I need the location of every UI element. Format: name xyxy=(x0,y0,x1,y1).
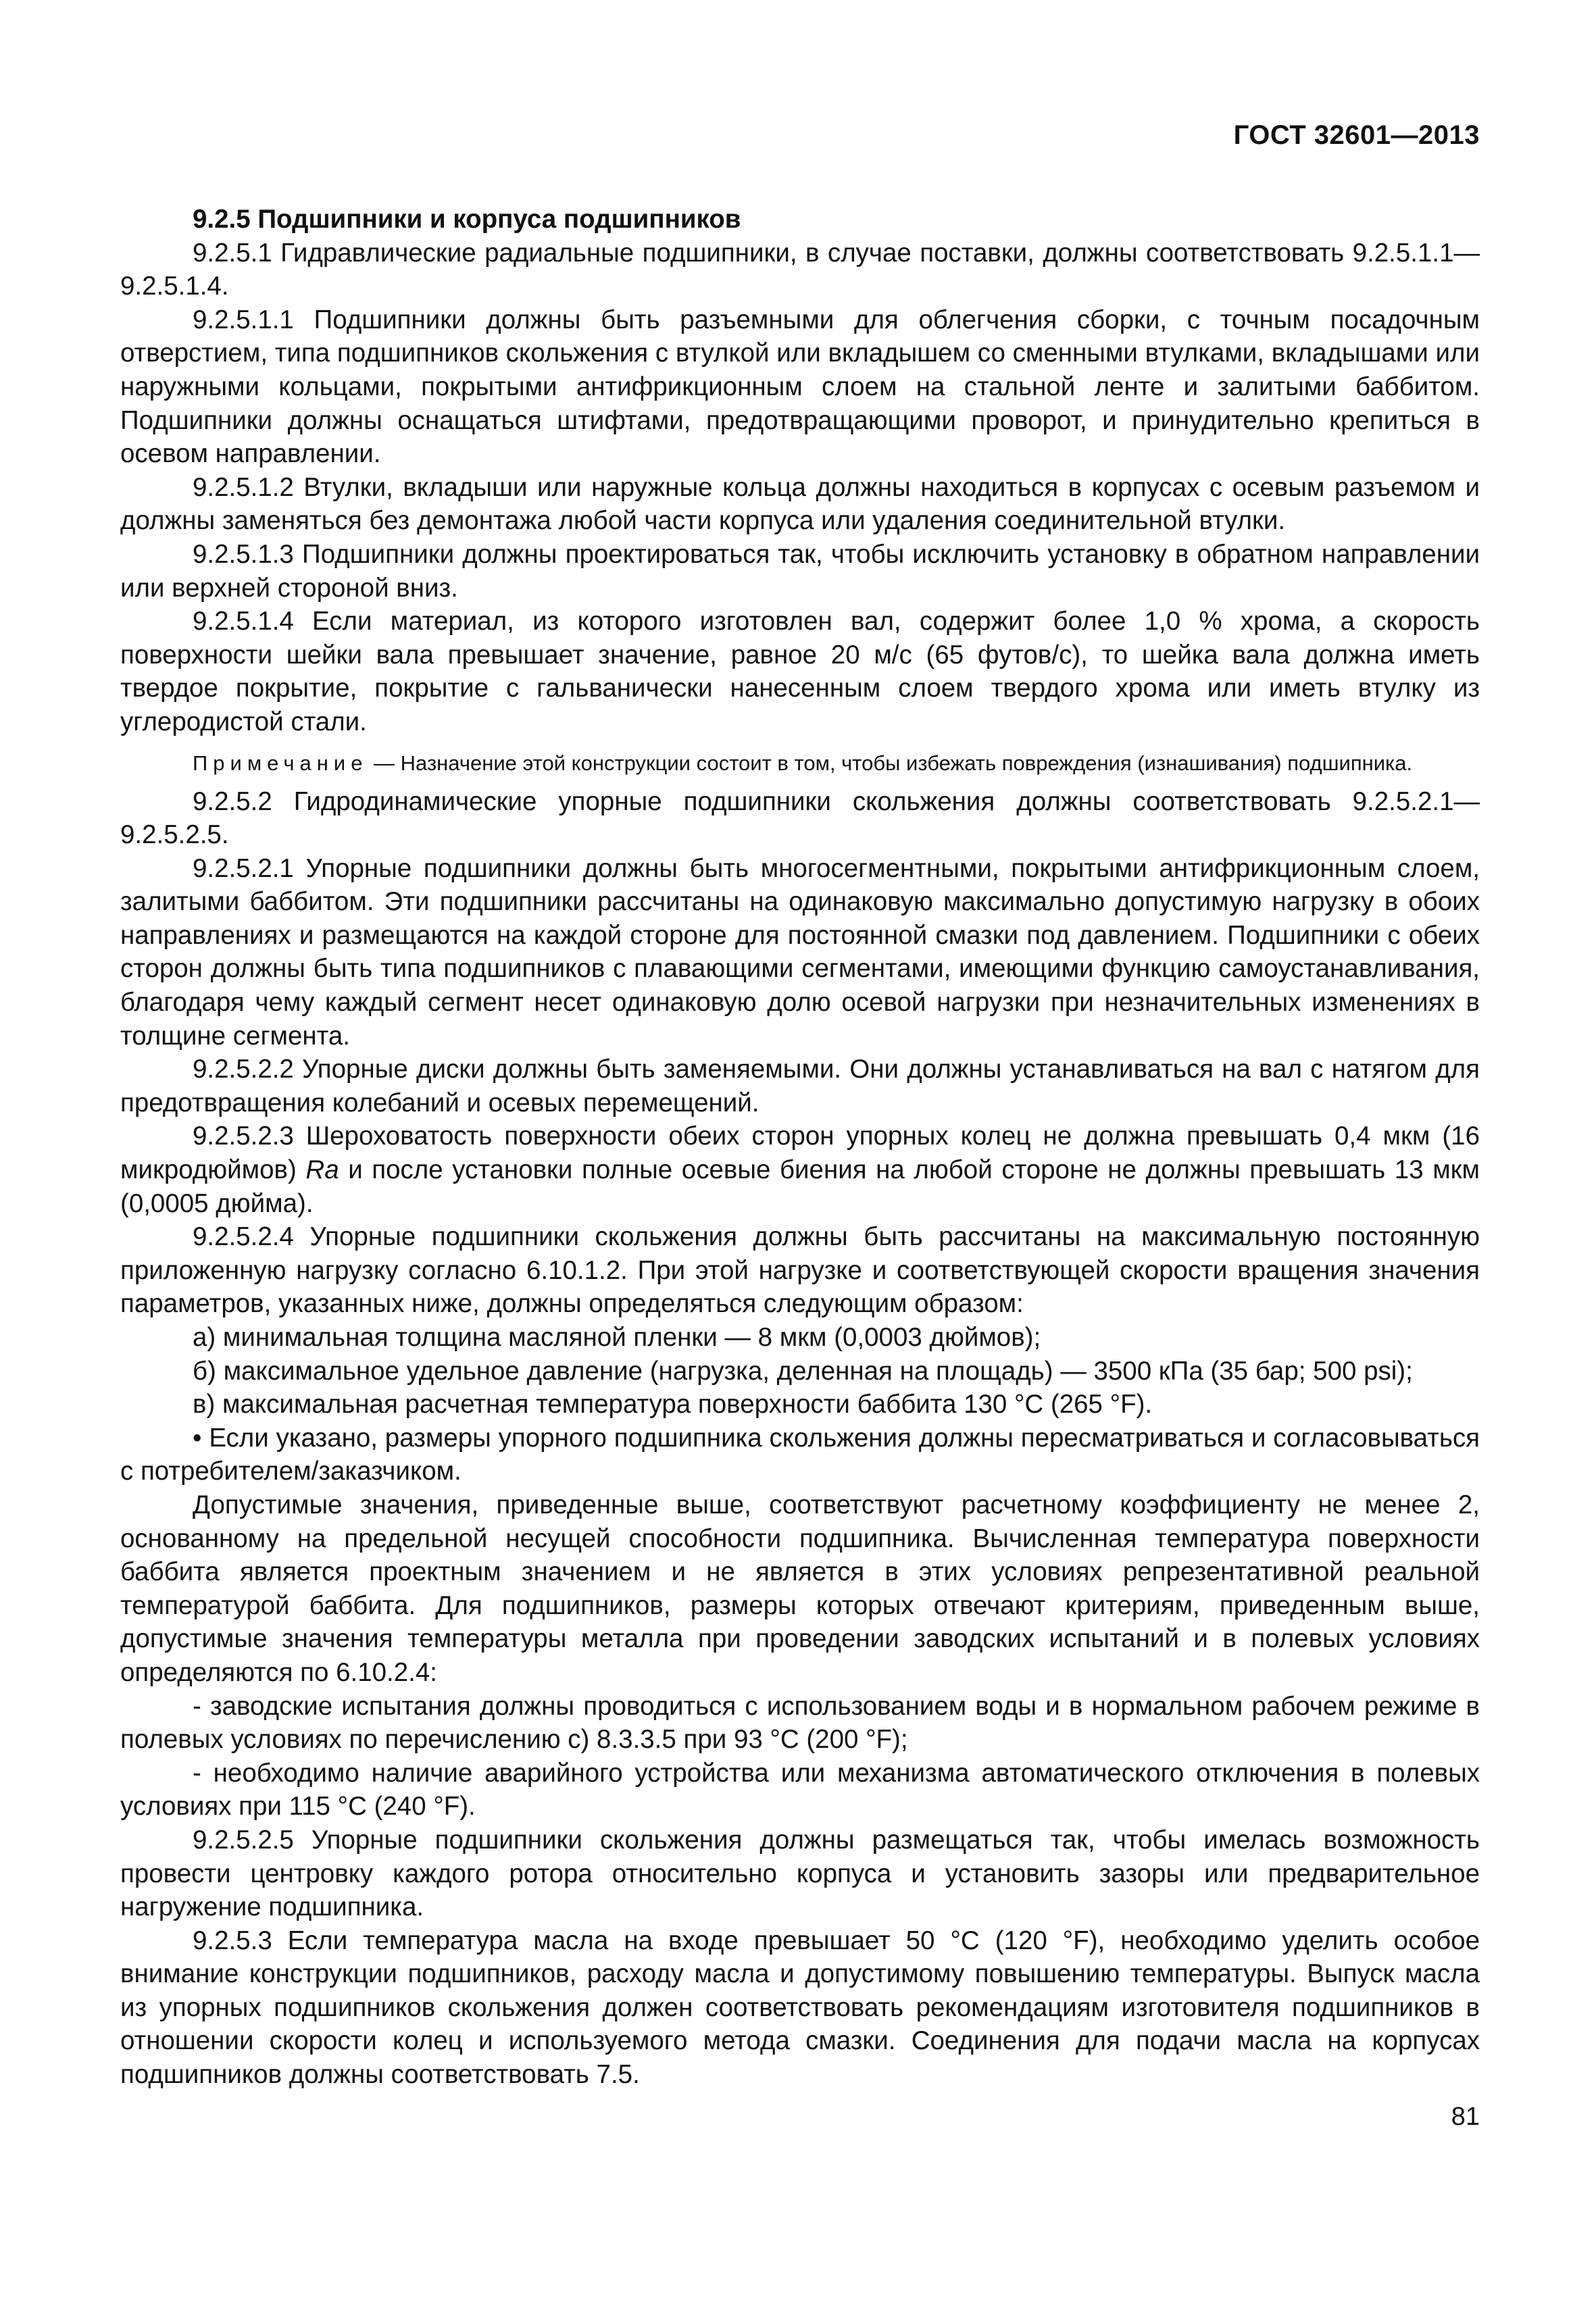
paragraph: 9.2.5.1.2 Втулки, вкладыши или наружные кольца должны находиться в корпусах с осевым разъемом и должны заменяться без демонтажа любой части корпуса или удаления соединительной втулки. xyxy=(120,472,1480,536)
paragraph: 9.2.5.1 Гидравлические радиальные подшипники, в случае поставки, должны соответствовать 9.2.5.1.1—9.2.5.1.4. xyxy=(120,238,1480,301)
bullet-paragraph: • Если указано, размеры упорного подшипника скольжения должны пересматриваться и согласовываться с потребителем/заказчиком. xyxy=(120,1423,1480,1486)
section-title: 9.2.5 Подшипники и корпуса подшипников xyxy=(193,205,741,234)
paragraph: 9.2.5.1.4 Если материал, из которого изготовлен вал, содержит более 1,0 % хрома, а скорость поверхности шейки вала превышает значение, равное 20 м/с (65 футов/с), то шейка вала должна иметь твердое покрытие, покрытие с гальванически нанесенным слоем твердого хрома или иметь втулку из углеродистой стали. xyxy=(120,607,1480,736)
list-item: а) минимальная толщина масляной пленки — 8 мкм (0,0003 дюймов); xyxy=(193,1323,1041,1352)
dash-item: - необходимо наличие аварийного устройства или механизма автоматического отключения в полевых условиях при 115 °С (240 °F). xyxy=(120,1758,1480,1821)
paragraph: Допустимые значения, приведенные выше, соответствуют расчетному коэффициенту не менее 2, основанному на предельной несущей способности подшипника. Вычисленная температура поверхности баббита является проектным значением и не является в этих условиях репрезентативной реальной температурой баббита. Для подшипников, размеры которых отвечают критериям, приведенным выше, допустимые значения температуры металла при проведении заводских испытаний и в полевых условиях определяются по 6.10.2.4: xyxy=(120,1490,1480,1687)
note-label: Примечание xyxy=(193,751,368,775)
paragraph: 9.2.5.2.5 Упорные подшипники скольжения должны размещаться так, чтобы имелась возможность провести центровку каждого ротора относительно корпуса и установить зазоры или предварительное нагружение подшипника. xyxy=(120,1825,1480,1922)
paragraph: 9.2.5.3 Если температура масла на входе превышает 50 °С (120 °F), необходимо уделить особое внимание конструкции подшипников, расходу масла и допустимому повышению температуры. Выпуск масла из упорных подшипников скольжения должен соответствовать рекомендациям изготовителя подшипников в отношении скорости колец и используемого метода смазки. Соединения для подачи масла на корпусах подшипников должны соответствовать 7.5. xyxy=(120,1926,1480,2090)
document-code: ГОСТ 32601—2013 xyxy=(1233,120,1480,150)
paragraph: 9.2.5.2 Гидродинамические упорные подшипники скольжения должны соответствовать 9.2.5.2.1—9.2.5.2.5. xyxy=(120,786,1480,850)
document-body xyxy=(120,203,1480,2092)
note-text: — Назначение этой конструкции состоит в том, чтобы избежать повреждения (изнашивания) подшипника. xyxy=(368,751,1413,775)
note xyxy=(120,749,1480,778)
text-run: и после установки полные осевые биения на любой стороне не должны превышать 13 мкм (0,0005 дюйма). xyxy=(120,1155,1480,1218)
list-item: в) максимальная расчетная температура поверхности баббита 130 °С (265 °F). xyxy=(193,1390,1153,1419)
paragraph: 9.2.5.2.2 Упорные диски должны быть заменяемыми. Они должны устанавливаться на вал с натягом для предотвращения колебаний и осевых перемещений. xyxy=(120,1055,1480,1117)
paragraph: 9.2.5.2.1 Упорные подшипники должны быть многосегментными, покрытыми антифрикционным слоем, залитыми баббитом. Эти подшипники рассчитаны на одинаковую максимально допустимую нагрузку в обоих направлениях и размещаются на каждой стороне для постоянной смазки под давлением. Подшипники с обеих сторон должны быть типа подшипников с плавающими сегментами, имеющими функцию самоустанавливания, благодаря чему каждый сегмент несет одинаковую долю осевой нагрузки при незначительных изменениях в толщине сегмента. xyxy=(120,853,1480,1051)
page-number: 81 xyxy=(1451,2103,1480,2131)
paragraph: 9.2.5.2.4 Упорные подшипники скольжения должны быть рассчитаны на максимальную постоянную приложенную нагрузку согласно 6.10.1.2. При этой нагрузке и соответствующей скорости вращения значения параметров, указанных ниже, должны определяться следующим образом: xyxy=(120,1222,1480,1319)
paragraph: 9.2.5.1.3 Подшипники должны проектироваться так, чтобы исключить установку в обратном направлении или верхней стороной вниз. xyxy=(120,539,1480,603)
dash-item: - заводские испытания должны проводиться с использованием воды и в нормальном рабочем режиме в полевых условиях по перечислению с) 8.3.3.5 при 93 °С (200 °F); xyxy=(120,1691,1480,1755)
text-run: 9.2.5.2.3 Шероховатость поверхности обеих сторон упорных колец не должна превышать 0,4 мкм (16 микродюймов) xyxy=(120,1122,1480,1185)
paragraph: 9.2.5.1.1 Подшипники должны быть разъемными для облегчения сборки, с точным посадочным отверстием, типа подшипников скольжения с втулкой или вкладышем со сменными втулками, вкладышами или наружными кольцами, покрытыми антифрикционным слоем на стальной ленте и залитыми баббитом. Подшипники должны оснащаться штифтами, предотвращающими проворот, и принудительно крепиться в осевом направлении. xyxy=(120,305,1480,469)
paragraph-roughness xyxy=(120,1120,1480,1220)
list-item: б) максимальное удельное давление (нагрузка, деленная на площадь) — 3500 кПа (35 бар; 500 psi); xyxy=(193,1356,1413,1386)
roughness-symbol: Ra xyxy=(305,1155,339,1185)
